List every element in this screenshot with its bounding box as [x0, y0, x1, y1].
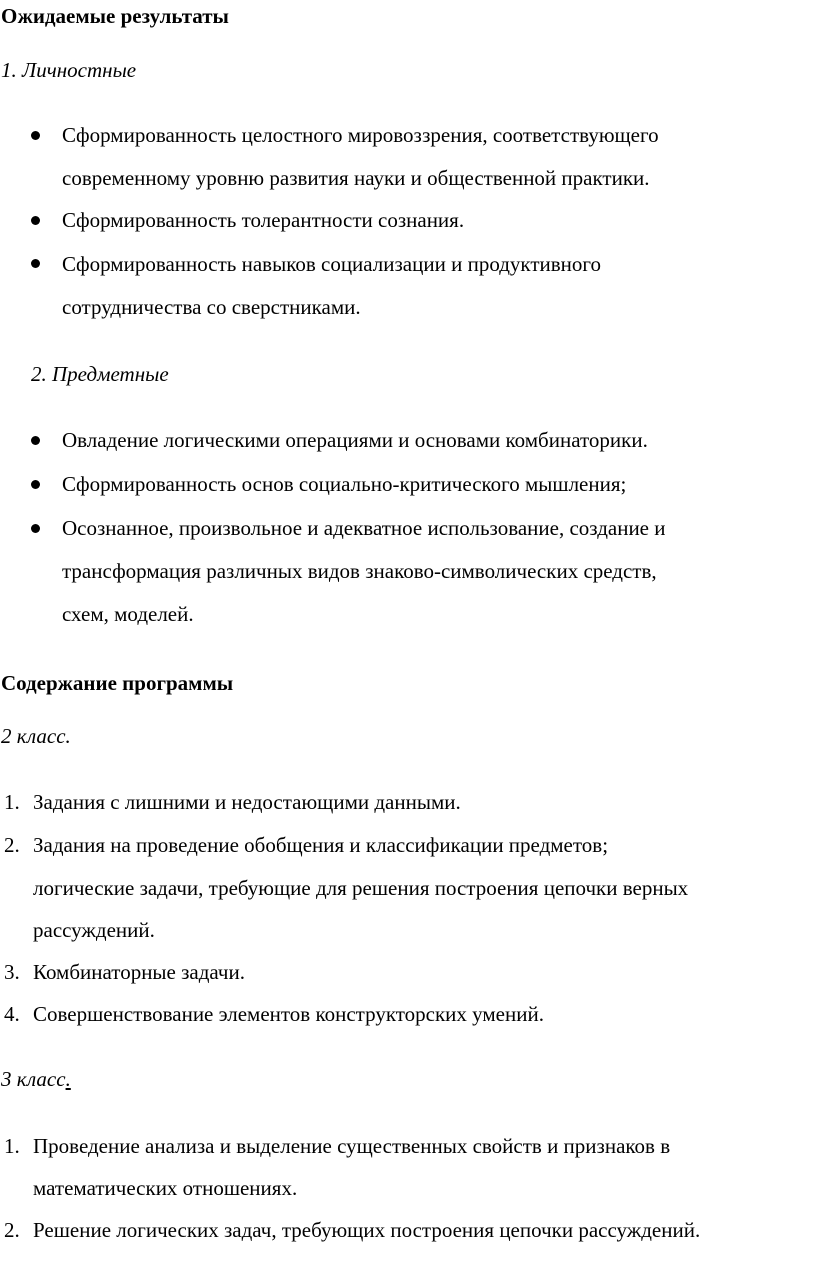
grade-3-title-text: 3 класс: [1, 1067, 66, 1091]
bullet-text-line: Осознанное, произвольное и адекватное использование, создание и: [62, 516, 666, 540]
list-item-text-line: рассуждений.: [33, 918, 155, 942]
bullet-text-line: Овладение логическими операциями и основами комбинаторики.: [62, 428, 648, 452]
subheading-grade-2: 2 класс.: [1, 724, 71, 748]
grade-3-title-dot: .: [65, 1067, 71, 1091]
bullet-text-line: сотрудничества со сверстниками.: [62, 295, 361, 319]
list-item-number: 4.: [4, 1002, 20, 1026]
list-item-text-line: Совершенствование элементов конструкторских умений.: [33, 1002, 544, 1026]
list-item-text-line: Задания на проведение обобщения и классификации предметов;: [33, 833, 609, 857]
bullet-text-line: схем, моделей.: [62, 602, 194, 626]
bullet-icon: [31, 259, 40, 268]
bullet-icon: [31, 524, 40, 533]
heading-program-content: Содержание программы: [1, 671, 234, 695]
list-item-number: 2.: [4, 1218, 20, 1242]
subheading-personal: 1. Личностные: [1, 58, 137, 82]
bullet-text-line: современному уровню развития науки и общественной практики.: [62, 166, 650, 190]
list-item-text-line: математических отношениях.: [33, 1176, 298, 1200]
bullet-text-line: Сформированность целостного мировоззрения, соответствующего: [62, 123, 659, 147]
list-item-number: 2.: [4, 833, 20, 857]
list-item-text-line: логические задачи, требующие для решения построения цепочки верных: [33, 876, 689, 900]
list-item-text-line: Задания с лишними и недостающими данными.: [33, 790, 461, 814]
list-item-text-line: Проведение анализа и выделение существенных свойств и признаков в: [33, 1134, 671, 1158]
subheading-subject: 2. Предметные: [31, 362, 169, 386]
list-item-number: 1.: [4, 1134, 20, 1158]
bullet-text-line: Сформированность основ социально-критического мышления;: [62, 472, 627, 496]
heading-expected-results: Ожидаемые результаты: [1, 4, 229, 28]
list-item-number: 3.: [4, 960, 20, 984]
list-item-text-line: Решение логических задач, требующих построения цепочки рассуждений.: [33, 1218, 701, 1242]
subheading-grade-3: [1, 1067, 71, 1091]
bullet-text-line: Сформированность навыков социализации и продуктивного: [62, 252, 601, 276]
bullet-icon: [31, 480, 40, 489]
bullet-icon: [31, 216, 40, 225]
bullet-icon: [31, 436, 40, 445]
bullet-text-line: Сформированность толерантности сознания.: [62, 208, 465, 232]
bullet-text-line: трансформация различных видов знаково-символических средств,: [62, 559, 657, 583]
list-item-text-line: Комбинаторные задачи.: [33, 960, 245, 984]
list-item-number: 1.: [4, 790, 20, 814]
bullet-icon: [31, 131, 40, 140]
